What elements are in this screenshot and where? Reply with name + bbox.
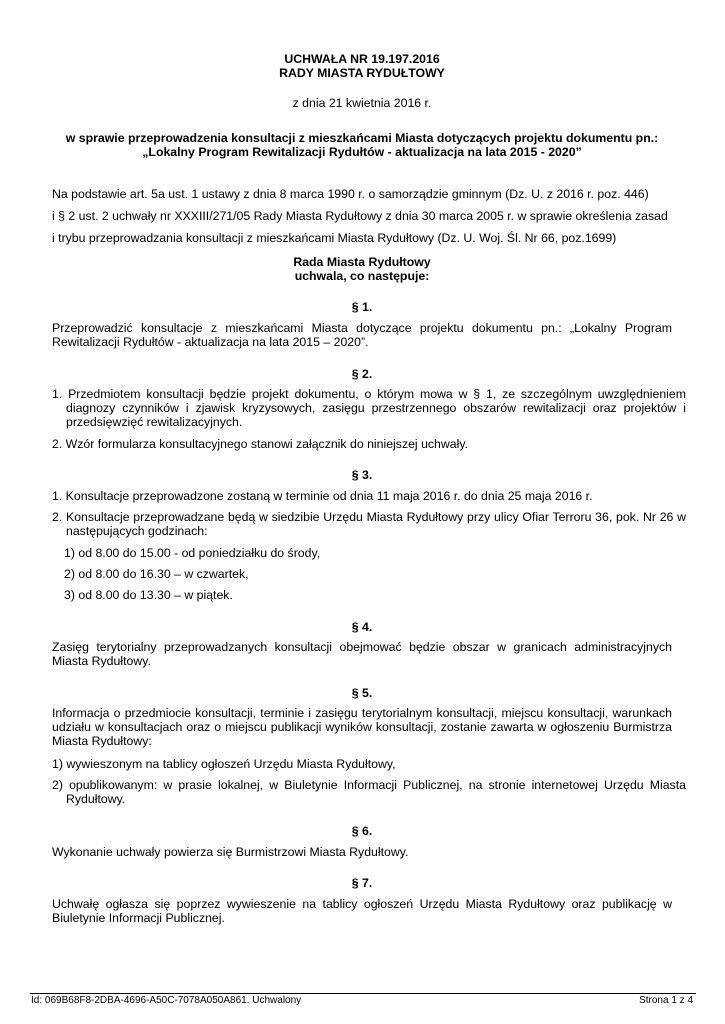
section-7-heading: § 7. [351, 876, 373, 890]
section-2-heading: § 2. [351, 367, 373, 381]
resolution-title [52, 52, 672, 80]
resolution-subject [52, 131, 672, 159]
section-3-heading: § 3. [351, 468, 373, 482]
document-id: Id: 069B68F8-2DBA-4696-A50C-7078A050A861. Uchwalony [31, 995, 302, 1006]
section-4-heading: § 4. [351, 620, 373, 634]
subject-line-2: „Lokalny Program Rewitalizacji Rydułtów - aktualizacja na lata 2015 - 2020” [142, 145, 582, 159]
section-1-heading: § 1. [351, 300, 373, 314]
legal-basis-line-1: Na podstawie art. 5a ust. 1 ustawy z dnia 8 marca 1990 r. o samorządzie gminnym (Dz. U. z 2016 r. poz. 446) [52, 187, 649, 201]
hours-item-1: 1) od 8.00 do 15.00 - od poniedziałku do środy, [64, 546, 321, 560]
page-number: Strona 1 z 4 [639, 995, 693, 1006]
section-3-item-1: 1. Konsultacje przeprowadzone zostaną w terminie od dnia 11 maja 2016 r. do dnia 25 maja 2016 r. [52, 489, 593, 503]
hours-item-3: 3) od 8.00 do 13.30 – w piątek. [64, 588, 233, 602]
section-7-text: Uchwałę ogłasza się poprzez wywieszenie na tablicy ogłoszeń Urzędu Miasta Rydułtowy oraz publikację w Biuletynie Informacji Publicznej. [52, 897, 672, 926]
section-3-item-2: 2. Konsultacje przeprowadzane będą w siedzibie Urzędu Miasta Rydułtowy przy ulicy Ofiar Terroru 36, pok. Nr 26 w następujących godzinach: [52, 510, 686, 539]
hours-item-2: 2) od 8.00 do 16.30 – w czwartek, [64, 567, 249, 581]
section-5-item-1: 1) wywieszonym na tablicy ogłoszeń Urzędu Miasta Rydułtowy, [52, 757, 396, 771]
resolution-number: UCHWAŁA NR 19.197.2016 [284, 52, 440, 66]
footer-divider [30, 993, 696, 994]
section-4-text: Zasięg terytorialny przeprowadzanych konsultacji obejmować będzie obszar w granicach administracyjnych Miasta Rydułtowy. [52, 640, 672, 669]
legal-basis-line-2: i § 2 ust. 2 uchwały nr XXXIII/271/05 Rady Miasta Rydułtowy z dnia 30 marca 2005 r. w sprawie określenia zasad [52, 209, 668, 223]
section-2-item-2: 2. Wzór formularza konsultacyjnego stanowi załącznik do niniejszej uchwały. [52, 437, 469, 451]
section-2-item-1: 1. Przedmiotem konsultacji będzie projekt dokumentu, o którym mowa w § 1, ze szczególnym uwzględnieniem diagnozy czynników i zjawisk kryzysowych, zasięgu przestrzennego obszarów rewitalizacji oraz projektów i przedsięwzięć rewitalizacyjnych. [52, 387, 686, 430]
resolves-heading [52, 255, 672, 283]
section-6-text: Wykonanie uchwały powierza się Burmistrzowi Miasta Rydułtowy. [52, 845, 409, 859]
council-label: Rada Miasta Rydułtowy [293, 255, 431, 269]
section-6-heading: § 6. [351, 824, 373, 838]
council-name: RADY MIASTA RYDUŁTOWY [279, 66, 445, 80]
resolution-date: z dnia 21 kwietnia 2016 r. [292, 96, 432, 110]
resolves-label: uchwala, co następuje: [294, 269, 430, 283]
legal-basis [52, 183, 672, 249]
section-5-heading: § 5. [351, 686, 373, 700]
section-5-item-2: 2) opublikowanym: w prasie lokalnej, w Biuletynie Informacji Publicznej, na stronie internetowej Urzędu Miasta Rydułtowy. [52, 778, 686, 807]
section-1-text: Przeprowadzić konsultacje z mieszkańcami Miasta dotyczące projektu dokumentu pn.: „Lokalny Program Rewitalizacji Rydułtów - aktualizacja na lata 2015 – 2020”. [52, 321, 672, 350]
subject-line-1: w sprawie przeprowadzenia konsultacji z mieszkańcami Miasta dotyczących projektu dokumentu pn.: [65, 131, 659, 145]
section-5-text: Informacja o przedmiocie konsultacji, terminie i zasięgu terytorialnym konsultacji, miejscu konsultacji, warunkach udziału w konsultacjach oraz o miejscu publikacji wyników konsultacji, zostanie zawarta w ogłoszeniu Burmistrza Miasta Rydułtowy: [52, 706, 672, 749]
legal-basis-line-3: i trybu przeprowadzania konsultacji z mieszkańcami Miasta Rydułtowy (Dz. U. Woj. Śl. Nr 66, poz.1699) [52, 231, 617, 245]
